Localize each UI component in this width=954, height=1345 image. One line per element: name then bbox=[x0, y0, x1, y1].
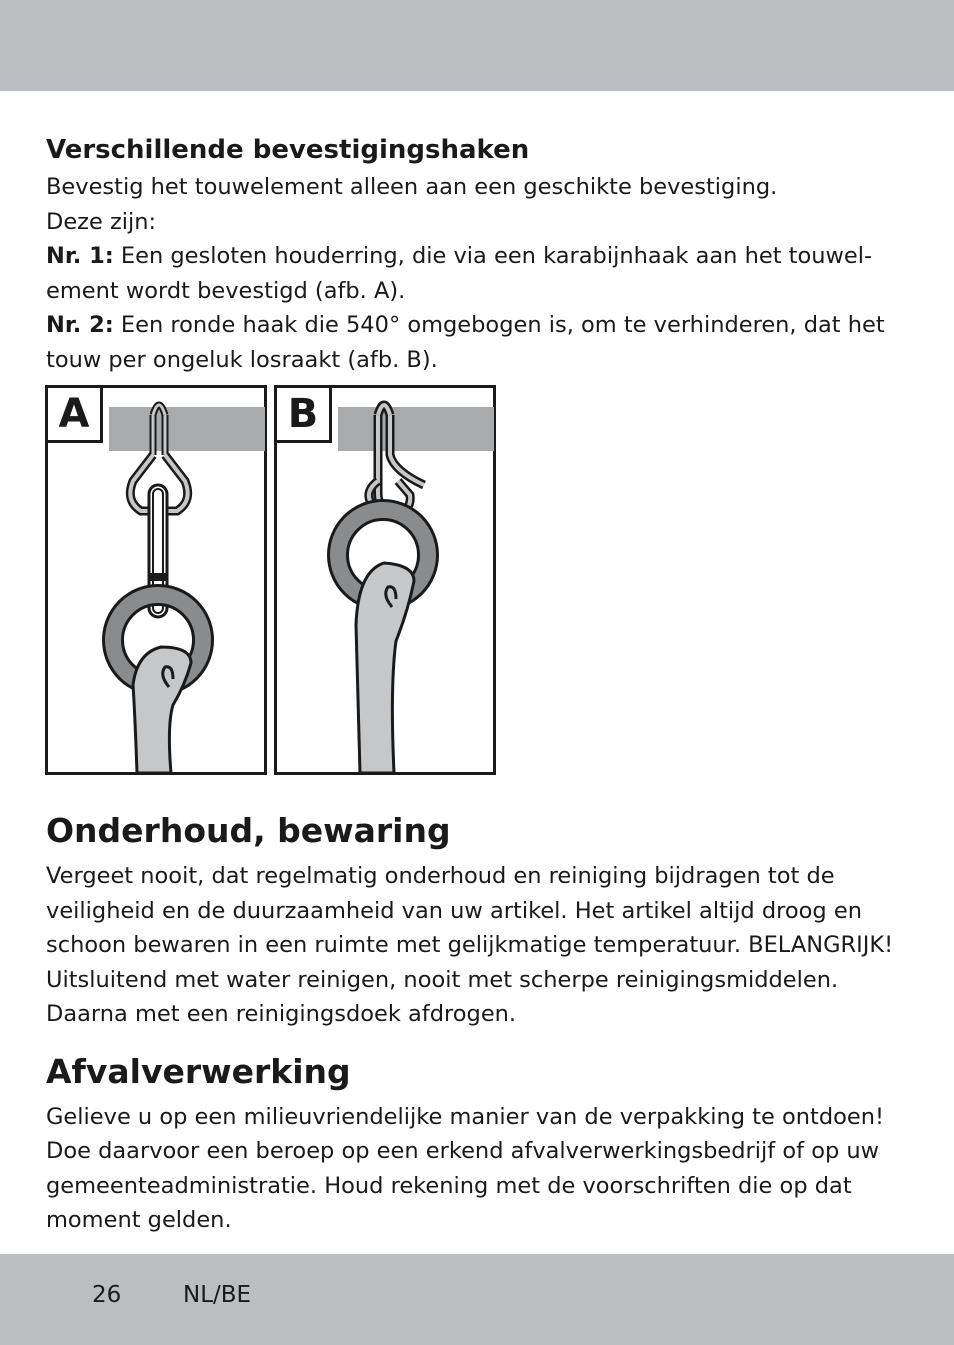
figure-b-label: B bbox=[274, 385, 332, 443]
disposal-text: Gelieve u op een milieuvriendelijke manier van de verpakking te ontdoen! Doe daarvoor een beroep op een erkend afvalverwerkingsbedrijf of op uw gemeenteadministratie. Houd rekening met de voorschriften die op dat moment gelden. bbox=[46, 1103, 885, 1233]
hooks-item-1-text: Een gesloten houderring, die via een karabijnhaak aan het touwel-ement wordt bevestigd (afb. A). bbox=[46, 243, 873, 304]
page-content bbox=[46, 130, 916, 1238]
figure-a-label: A bbox=[45, 385, 103, 443]
header-band bbox=[0, 0, 954, 91]
figure-a-illustration bbox=[45, 385, 267, 777]
figure-a bbox=[45, 385, 267, 777]
section-title-hooks: Verschillende bevestigingshaken bbox=[46, 135, 530, 165]
hooks-item-1 bbox=[46, 239, 916, 308]
figures-row bbox=[46, 385, 916, 799]
page-number: 26 bbox=[92, 1282, 122, 1308]
footer-band bbox=[0, 1254, 954, 1345]
figure-b-illustration bbox=[274, 385, 496, 777]
hooks-item-2 bbox=[46, 308, 916, 377]
maintenance-text: Vergeet nooit, dat regelmatig onderhoud en reiniging bijdragen tot de veiligheid en de duurzaamheid van uw artikel. Het artikel altijd droog en schoon bewaren in een ruimte met gelijkmatige temperatuur. BELANGRIJK! Uitsluitend met water reinigen, nooit met scherpe reinigingsmiddelen. Daarna met een reinigingsdoek afdrogen. bbox=[46, 863, 894, 1027]
hooks-item-2-text: Een ronde haak die 540° omgebogen is, om te verhinderen, dat het touw per ongeluk losraakt (afb. B). bbox=[46, 312, 885, 373]
figure-b bbox=[274, 385, 496, 777]
section-title-maintenance: Onderhoud, bewaring bbox=[46, 811, 451, 850]
hooks-intro-line-1: Bevestig het touwelement alleen aan een geschikte bevestiging. bbox=[46, 174, 778, 200]
language-code: NL/BE bbox=[183, 1282, 252, 1308]
hooks-item-1-label: Nr. 1: bbox=[46, 243, 114, 269]
hooks-intro-line-2: Deze zijn: bbox=[46, 208, 157, 235]
hooks-item-2-label: Nr. 2: bbox=[46, 312, 114, 338]
section-title-disposal: Afvalverwerking bbox=[46, 1051, 351, 1091]
